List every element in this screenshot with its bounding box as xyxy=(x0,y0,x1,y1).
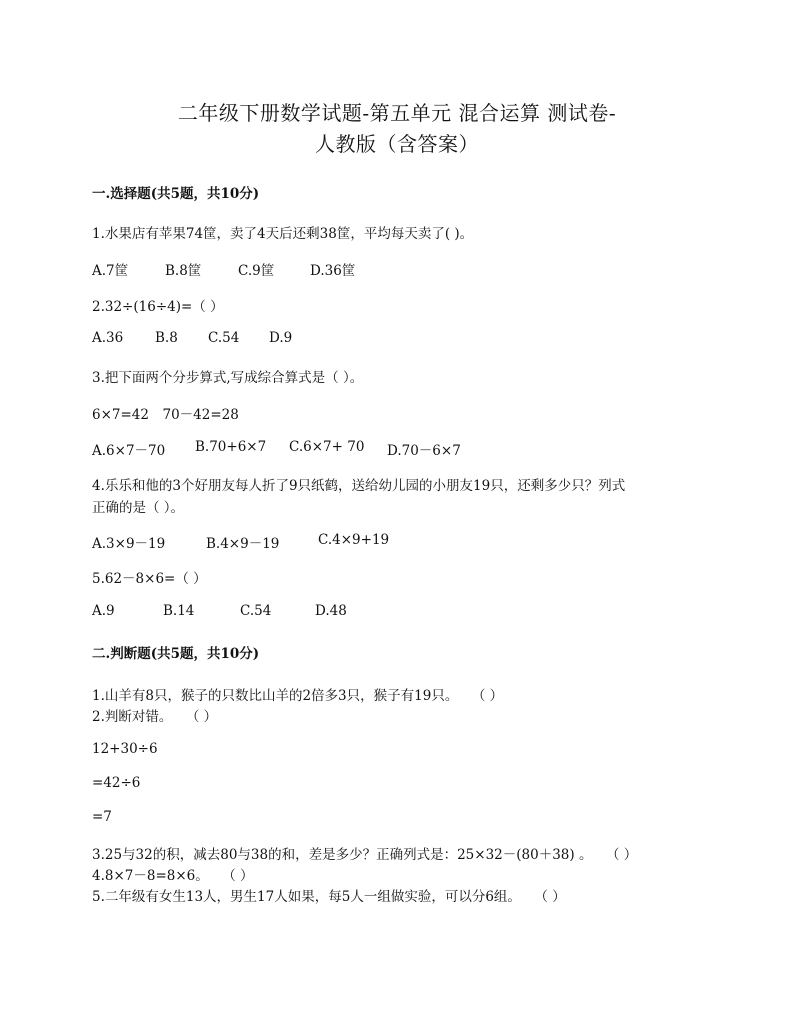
question-1-3: 3.把下面两个分步算式,写成综合算式是（ ）。 xyxy=(92,370,364,386)
option-b: B.14 xyxy=(163,603,195,619)
question-1-1-options xyxy=(92,259,355,279)
judge-question-2-step-3: =7 xyxy=(92,809,112,825)
option-c: C.4×9+19 xyxy=(318,532,390,548)
judge-question-2-step-2: =42÷6 xyxy=(92,775,141,791)
option-d: D.9 xyxy=(269,330,293,346)
judge-question-5: 5.二年级有女生13人，男生17人如果，每5人一组做实验，可以分6组。 （ ） xyxy=(92,889,566,905)
option-d: D.70－6×7 xyxy=(387,443,461,459)
section-2-heading: 二.判断题(共5题，共10分) xyxy=(92,646,260,662)
judge-question-2-step-1: 12+30÷6 xyxy=(92,741,158,757)
title-line-1: 二年级下册数学试题-第五单元 混合运算 测试卷- xyxy=(177,101,617,125)
question-1-5: 5.62－8×6=（ ） xyxy=(92,571,207,587)
option-d: D.48 xyxy=(315,603,347,619)
question-1-4-line-2: 正确的是（ ）。 xyxy=(92,500,185,516)
question-1-3-options xyxy=(92,439,461,459)
option-a: A.9 xyxy=(92,603,115,619)
question-1-5-options xyxy=(92,603,347,619)
option-a: A.36 xyxy=(92,330,124,346)
question-1-4-options xyxy=(92,532,389,552)
option-a: A.7筐 xyxy=(92,263,129,279)
option-b: B.70+6×7 xyxy=(195,439,267,455)
question-1-4-line-1: 4.乐乐和他的3个好朋友每人折了9只纸鹤，送给幼儿园的小朋友19只，还剩多少只？列式 xyxy=(92,478,626,494)
option-a: A.6×7－70 xyxy=(92,443,166,459)
judge-question-4: 4.8×7－8=8×6。 （ ） xyxy=(92,868,254,884)
option-c: C.9筐 xyxy=(238,263,275,279)
section-1-heading: 一.选择题(共5题，共10分) xyxy=(92,186,260,202)
question-1-1: 1.水果店有苹果74筐，卖了4天后还剩38筐，平均每天卖了( )。 xyxy=(92,226,474,242)
option-b: B.4×9－19 xyxy=(206,536,280,552)
option-c: C.54 xyxy=(240,603,272,619)
judge-question-2: 2.判断对错。 （ ） xyxy=(92,709,218,725)
judge-question-3: 3.25与32的积，减去80与38的和，差是多少？正确列式是：25×32－(80＋38) 。 （ ） xyxy=(92,847,638,863)
question-1-2: 2.32÷(16÷4)=（ ） xyxy=(92,299,224,315)
question-1-2-options xyxy=(92,330,292,346)
option-b: B.8筐 xyxy=(165,263,202,279)
title-line-2: 人教版（含答案） xyxy=(315,132,479,156)
option-b: B.8 xyxy=(155,330,178,346)
option-d: D.36筐 xyxy=(310,263,356,279)
question-1-3-formula: 6×7=42 70－42=28 xyxy=(92,407,239,423)
option-c: C.54 xyxy=(208,330,240,346)
option-c: C.6×7+ 70 xyxy=(289,439,365,455)
option-a: A.3×9－19 xyxy=(92,536,166,552)
judge-question-1: 1.山羊有8只，猴子的只数比山羊的2倍多3只，猴子有19只。 （ ） xyxy=(92,688,504,704)
